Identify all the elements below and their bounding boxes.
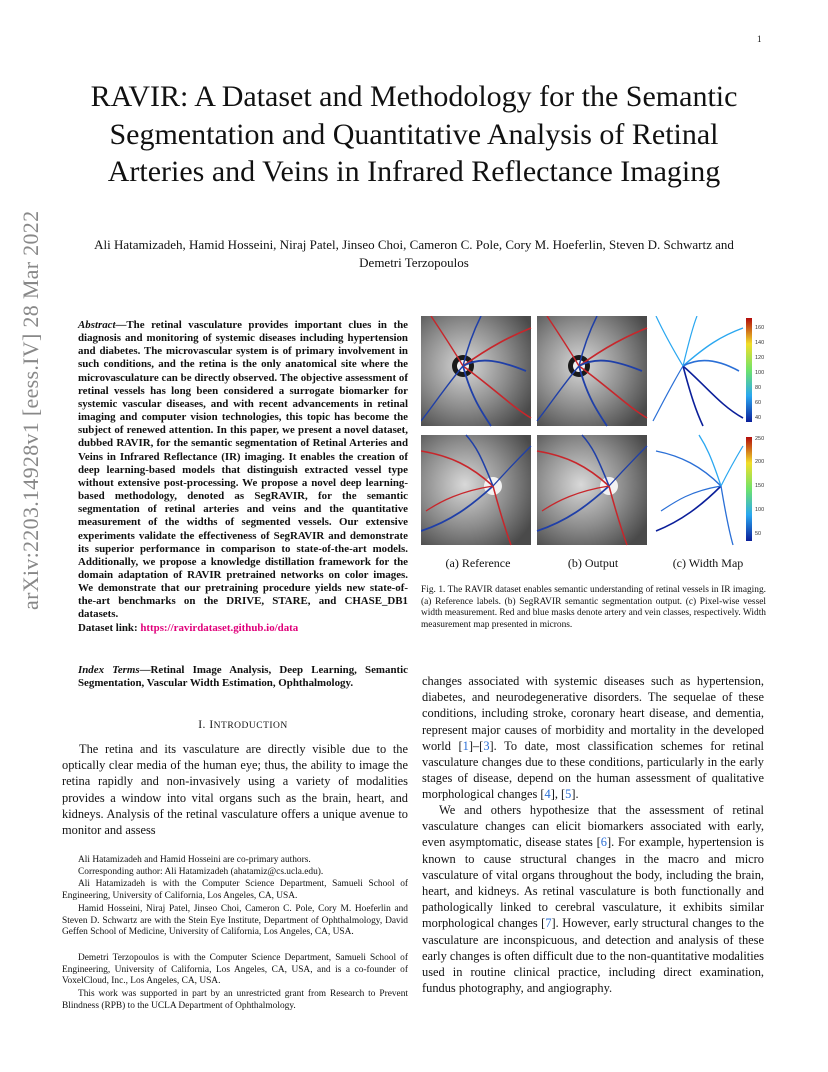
colorbar-bottom-tick: 250 (755, 436, 765, 442)
figure-caption: Fig. 1. The RAVIR dataset enables semantic understanding of retinal vessels in IR imaging. (a) Reference labels. (b) SegRAVIR semantic segmentation output. (c) Pixel-wise vessel width measurement. Red and blue masks denote artery and vein classes, respectively. Width measurement map presented in microns. (421, 585, 766, 630)
colorbar-top-tick: 120 (755, 355, 765, 361)
footnote-5: Demetri Terzopoulos is with the Computer Science Department, Samueli School of Engineering, University of California, Los Angeles, CA, USA, and is a co-founder of VoxelCloud, Inc., Los Angeles, CA, USA. (62, 953, 408, 986)
colorbar-top-tick: 40 (755, 415, 762, 421)
output-image-top (537, 316, 647, 426)
subcaption-c: (c) Width Map (672, 556, 744, 570)
citation-link[interactable]: 3 (483, 738, 490, 753)
colorbar-top-tick: 140 (755, 340, 765, 346)
author-list: Ali Hatamizadeh, Hamid Hosseini, Niraj Patel, Jinseo Choi, Cameron C. Pole, Cory M. Hoeferlin, Steven D. Schwartz and Demetri Terzopoulos (94, 237, 734, 270)
citation-link[interactable]: 6 (600, 835, 607, 850)
reference-image-top (421, 316, 531, 426)
colorbar-top-tick: 60 (755, 400, 762, 406)
abstract-text: —The retinal vasculature provides important clues in the diagnosis and monitoring of systemic diseases including hypertension and diabetes. The microvascular system is of primary involvement in such conditions, and the retina is the only anatomical site where the microvasculature can be directly observed. The objective assessment of retinal vessels has long been considered a surrogate biomarker for systemic vascular diseases, and with recent advancements in retinal imaging and computer vision technologies, this topic has become the subject of renewed attention. In this paper, we present a novel dataset, dubbed RAVIR, for the semantic segmentation of Retinal Arteries and Veins in Infrared Reflectance (IR) imaging. It enables the creation of deep learning-based models that distinguish extracted vessel type without extensive post-processing. We propose a novel deep learning-based methodology, denoted as SegRAVIR, for the semantic segmentation of retinal arteries and veins and the quantitative measurement of the widths of segmented vessels. Our extensive experiments validate the effectiveness of SegRAVIR and demonstrate its superior performance in comparison to state-of-the-art models. Additionally, we propose a knowledge distillation framework for the domain adaptation of RAVIR pretrained networks on color images. We demonstrate that our pretraining procedure yields new state-of-the-art benchmarks on the DRIVE, STARE, and CHASE_DB1 datasets. (78, 319, 408, 621)
citation-link[interactable]: 4 (544, 787, 551, 802)
width-map-top (653, 316, 752, 426)
index-terms-label: Index Terms (78, 664, 140, 676)
colorbar-bottom-tick: 100 (755, 507, 765, 513)
footnote-4: Hamid Hosseini, Niraj Patel, Jinseo Choi, Cameron C. Pole, Cory M. Hoeferlin and Steven D. Schwartz are with the Stein Eye Institute, Department of Ophthalmology, David Geffen School of Medicine, University of California, Los Angeles, CA, USA. (62, 904, 408, 937)
colorbar-top-tick: 160 (755, 325, 765, 331)
section-numeral: I. (198, 719, 210, 731)
output-image-bottom (537, 435, 647, 545)
colorbar-bottom-labels (755, 436, 764, 537)
colorbar-bottom-tick: 200 (755, 459, 765, 465)
page-number: 1 (757, 34, 762, 44)
section-heading (78, 719, 408, 731)
colorbar-bottom-tick: 50 (755, 531, 762, 537)
citation-link[interactable]: 5 (565, 787, 572, 802)
section-first-letter: I (209, 719, 214, 731)
footnote-3: Ali Hatamizadeh is with the Computer Science Department, Samueli School of Engineering, University of California, Los Angeles, CA, USA. (62, 879, 408, 901)
citation-link[interactable]: 1 (462, 738, 469, 753)
colorbar-top-labels (755, 325, 764, 421)
figure-1 (421, 316, 766, 548)
footnote-2: Corresponding author: Ali Hatamizadeh (ahatamiz@cs.ucla.edu). (78, 867, 324, 877)
citation-link[interactable]: 7 (545, 916, 552, 931)
arxiv-stamp: arXiv:2203.14928v1 [eess.IV] 28 Mar 2022 (18, 210, 43, 610)
intro-paragraph: The retina and its vasculature are directly visible due to the optically clear media of the human eye; thus, the ability to image the retina rapidly and non-invasively using a variety of modalities provides a window into vital organs such as the brain, heart, and kidneys. Analysis of the retinal vasculature offers a unique avenue to monitor and assess (62, 742, 408, 838)
width-map-bottom (653, 435, 752, 545)
subcaption-a: (a) Reference (445, 556, 511, 570)
colorbar-bottom-tick: 150 (755, 483, 765, 489)
index-terms (78, 664, 408, 691)
colorbar-top-tick: 80 (755, 385, 762, 391)
section-rest: NTRODUCTION (213, 721, 288, 731)
footnote-1: Ali Hatamizadeh and Hamid Hosseini are co-primary authors. (78, 855, 311, 865)
dataset-link-label: Dataset link: (78, 621, 141, 634)
subcaption-b: (b) Output (567, 556, 619, 570)
index-terms-text: —Retinal Image Analysis, Deep Learning, Semantic Segmentation, Vascular Width Estimation, Ophthalmology. (78, 664, 408, 690)
dataset-link[interactable]: https://ravirdataset.github.io/data (140, 621, 299, 634)
footnote-6: This work was supported in part by an unrestricted grant from Research to Prevent Blindness (RPB) to the UCLA Department of Ophthalmology. (62, 989, 408, 1011)
right-paragraph-2: We and others hypothesize that the assessment of retinal vasculature changes can elicit biomarkers associated with early, even asymptomatic, disease states [6]. For example, hypertension is known to cause structural changes in the macro and micro vasculature of vital organs throughout the body, including the brain, heart, and kidneys. As retinal vasculature is both functionally and pathologically linked to cerebral vasculature, it exhibits similar morphological changes [7]. However, early structural changes to the vasculature are inconspicuous, and detection and analysis of these early changes is often difficult due to the non-quantitative modalities used in routine clinical practice, including direct examination, fundus photography, and angiography. (422, 803, 765, 996)
abstract-label: Abstract (78, 319, 116, 331)
right-paragraph-1: changes associated with systemic diseases such as hypertension, diabetes, and neurodegenerative disorders. The sequelae of these conditions, including stroke, coronary heart disease, and dementia, represent major causes of morbidity and mortality in the developed world [1]–[3]. To date, most classification schemes for retinal vasculature changes due to these conditions, particularly in the early stages of disease, depend on the human assessment of qualitative morphological changes [4], [5]. (422, 674, 764, 802)
colorbar-top-tick: 100 (755, 370, 765, 376)
reference-image-bottom (421, 435, 531, 545)
abstract (78, 319, 408, 635)
paper-title: RAVIR: A Dataset and Methodology for the Semantic Segmentation and Quantitative Analysis of Retinal Arteries and Veins in Infrared Reflectance Imaging (90, 80, 738, 188)
